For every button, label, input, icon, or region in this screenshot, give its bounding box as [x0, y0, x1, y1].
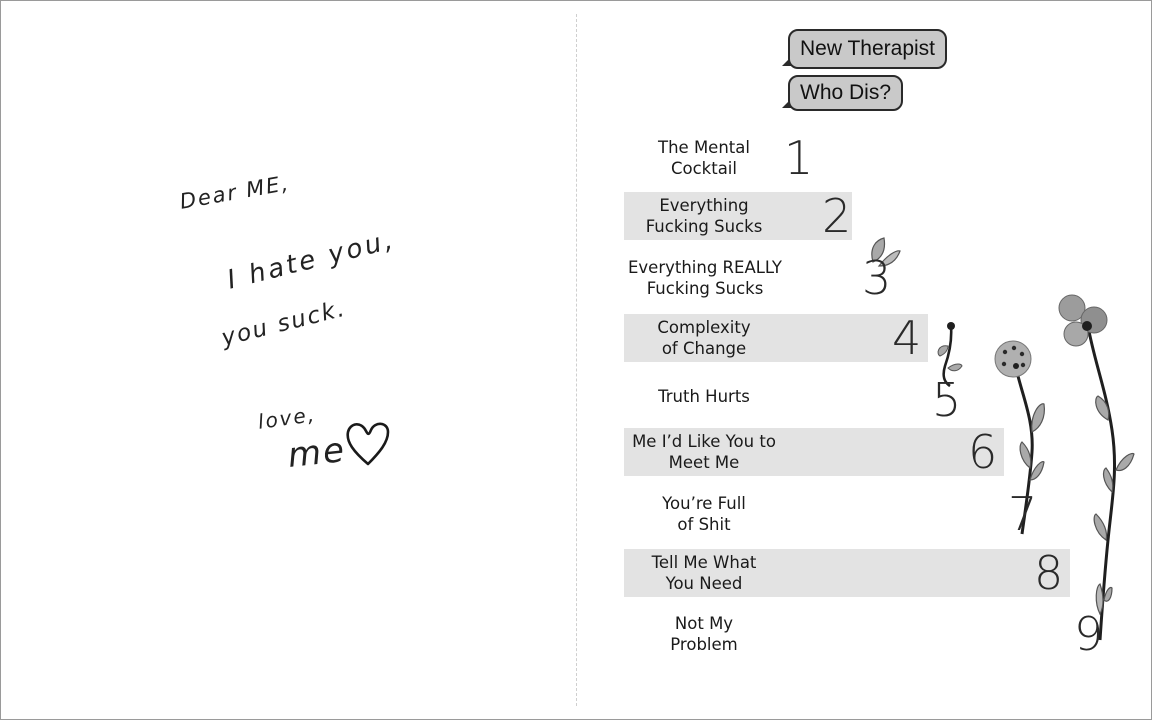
- toc-title: The Mental Cocktail: [658, 138, 750, 178]
- toc-entry-8[interactable]: [624, 546, 1070, 600]
- toc-title: Everything Fucking Sucks: [645, 196, 763, 236]
- toc-entry-1[interactable]: [624, 131, 814, 185]
- toc-title: Truth Hurts: [658, 386, 750, 406]
- toc-entry-3[interactable]: [624, 251, 894, 305]
- toc-number: 6: [968, 425, 998, 479]
- toc-entry-2[interactable]: [624, 189, 852, 243]
- toc-number: 3: [862, 251, 892, 305]
- toc-title: Complexity of Change: [657, 318, 751, 358]
- toc-number: 1: [784, 131, 814, 185]
- note-signature: me: [285, 430, 348, 476]
- chat-bubble-new-therapist: New Therapist: [788, 29, 947, 69]
- toc-number: 9: [1074, 607, 1104, 661]
- toc-number: 4: [892, 311, 922, 365]
- toc-title: Not My Problem: [670, 614, 738, 654]
- toc-number: 5: [932, 373, 962, 427]
- chat-bubble-who-dis: Who Dis?: [788, 75, 903, 111]
- toc-entry-7[interactable]: [624, 487, 1038, 541]
- toc-entry-4[interactable]: [624, 311, 928, 365]
- toc-entry-9[interactable]: [624, 607, 1114, 661]
- toc-entry-6[interactable]: [624, 425, 1004, 479]
- toc-title: Everything REALLY Fucking Sucks: [627, 258, 783, 298]
- toc-number: 8: [1034, 546, 1064, 600]
- toc-title: Tell Me What You Need: [651, 553, 757, 593]
- note-line-1: I hate you,: [224, 224, 399, 296]
- note-closing: love,: [256, 402, 318, 434]
- toc-number: 2: [822, 189, 852, 243]
- note-greeting: Dear ME,: [177, 170, 292, 214]
- note-line-2: you suck.: [218, 295, 349, 352]
- toc-title: Me I’d Like You to Meet Me: [632, 432, 776, 472]
- toc-entry-5[interactable]: [624, 372, 964, 427]
- toc-title: You’re Full of Shit: [662, 494, 746, 534]
- toc-number: 7: [1008, 487, 1038, 541]
